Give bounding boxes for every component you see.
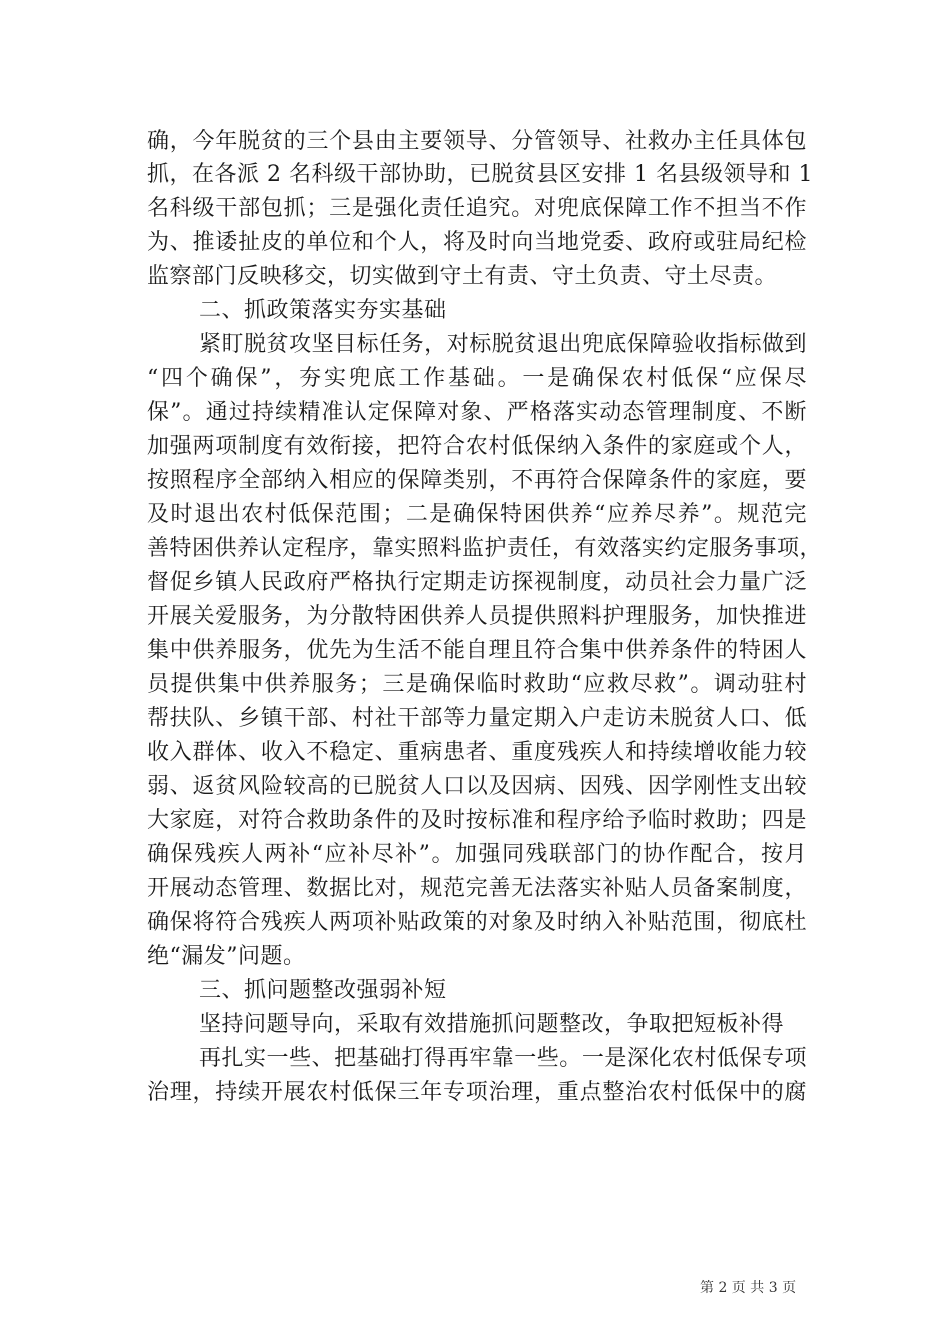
text-line: 治理，持续开展农村低保三年专项治理，重点整治农村低保中的腐 — [147, 1080, 807, 1105]
text-line: 开展关爱服务，为分散特困供养人员提供照料护理服务，加快推进 — [147, 604, 807, 629]
text-line: 集中供养服务，优先为生活不能自理且符合集中供养条件的特困人 — [147, 638, 807, 663]
text-line: 为、推诿扯皮的单位和个人，将及时向当地党委、政府或驻局纪检 — [147, 230, 807, 255]
text-line: 确保残疾人两补“应补尽补”。加强同残联部门的协作配合，按月 — [147, 842, 807, 867]
text-line: 抓，在各派 2 名科级干部协助，已脱贫县区安排 1 名县级领导和 1 — [147, 162, 813, 187]
text-line: 保”。通过持续精准认定保障对象、严格落实动态管理制度、不断 — [147, 400, 807, 425]
text-line: 开展动态管理、数据比对，规范完善无法落实补贴人员备案制度， — [147, 876, 807, 901]
text-line: 收入群体、收入不稳定、重病患者、重度残疾人和持续增收能力较 — [147, 740, 807, 765]
text-line: 按照程序全部纳入相应的保障类别，不再符合保障条件的家庭，要 — [147, 468, 807, 493]
page-number: 第 2 页 共 3 页 — [700, 1280, 797, 1296]
text-line: 弱、返贫风险较高的已脱贫人口以及因病、因残、因学刚性支出较 — [147, 774, 807, 799]
text-line: 及时退出农村低保范围；二是确保特困供养“应养尽养”。规范完 — [147, 502, 807, 527]
section-heading: 三、抓问题整改强弱补短 — [199, 978, 447, 1003]
text-line: 监察部门反映移交，切实做到守土有责、守土负责、守土尽责。 — [147, 264, 778, 289]
text-line: 帮扶队、乡镇干部、村社干部等力量定期入户走访未脱贫人口、低 — [147, 706, 807, 731]
text-line: 大家庭，对符合救助条件的及时按标准和程序给予临时救助；四是 — [147, 808, 807, 833]
text-line: 确保将符合残疾人两项补贴政策的对象及时纳入补贴范围，彻底杜 — [147, 910, 807, 935]
text-line: 再扎实一些、把基础打得再牢靠一些。一是深化农村低保专项 — [199, 1046, 807, 1071]
text-line: 善特困供养认定程序，靠实照料监护责任，有效落实约定服务事项， — [147, 536, 823, 561]
text-line: 坚持问题导向，采取有效措施抓问题整改，争取把短板补得 — [199, 1012, 785, 1037]
text-line: 绝“漏发”问题。 — [147, 944, 306, 969]
text-line: 确，今年脱贫的三个县由主要领导、分管领导、社救办主任具体包 — [147, 129, 807, 154]
text-line: “四个确保”，夯实兜底工作基础。一是确保农村低保“应保尽 — [147, 366, 807, 391]
text-line: 加强两项制度有效衔接，把符合农村低保纳入条件的家庭或个人， — [147, 434, 807, 459]
text-line: 紧盯脱贫攻坚目标任务，对标脱贫退出兜底保障验收指标做到 — [199, 332, 807, 357]
text-line: 员提供集中供养服务；三是确保临时救助“应救尽救”。调动驻村 — [147, 672, 807, 697]
section-heading: 二、抓政策落实夯实基础 — [199, 298, 447, 323]
text-line: 名科级干部包抓；三是强化责任追究。对兜底保障工作不担当不作 — [147, 196, 807, 221]
text-line: 督促乡镇人民政府严格执行定期走访探视制度，动员社会力量广泛 — [147, 570, 807, 595]
